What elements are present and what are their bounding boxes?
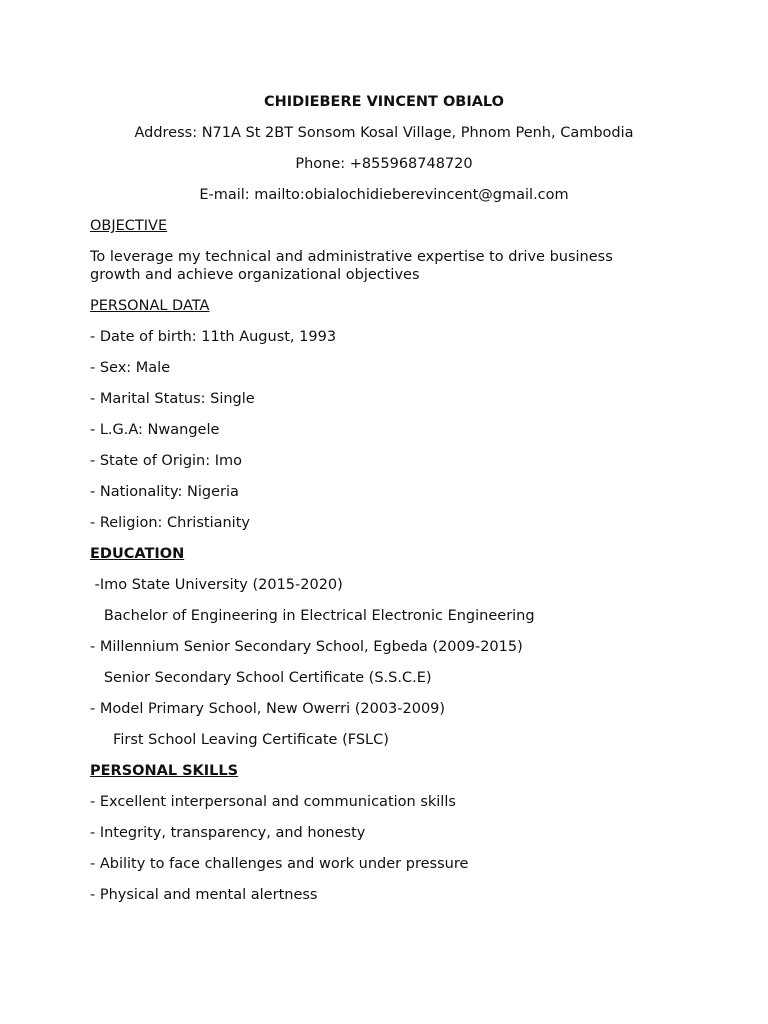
objective-text: To leverage my technical and administrative expertise to drive business growth and achieve organizational objectives (90, 249, 613, 283)
skill-item: - Physical and mental alertness (90, 887, 318, 903)
address-line: Address: N71A St 2BT Sonsom Kosal Village, Phnom Penh, Cambodia (134, 125, 634, 141)
personal-data-item: - Nationality: Nigeria (90, 484, 239, 500)
personal-data-item: - L.G.A: Nwangele (90, 422, 220, 438)
skill-item: - Ability to face challenges and work under pressure (90, 856, 469, 872)
personal-data-heading: PERSONAL DATA (90, 298, 210, 314)
education-school: -Imo State University (2015-2020) (90, 577, 343, 593)
education-school: - Model Primary School, New Owerri (2003-2009) (90, 701, 446, 717)
education-qualification: Bachelor of Engineering in Electrical Electronic Engineering (90, 608, 535, 624)
personal-skills-heading: PERSONAL SKILLS (90, 763, 239, 779)
personal-data-item: - Marital Status: Single (90, 391, 255, 407)
email-line: E-mail: mailto:obialochidieberevincent@gmail.com (199, 187, 569, 203)
personal-data-item: - Sex: Male (90, 360, 171, 376)
education-qualification: Senior Secondary School Certificate (S.S.C.E) (90, 670, 432, 686)
objective-heading: OBJECTIVE (90, 218, 168, 234)
personal-data-item: - Date of birth: 11th August, 1993 (90, 329, 337, 345)
education-qualification: First School Leaving Certificate (FSLC) (90, 732, 389, 748)
skill-item: - Excellent interpersonal and communication skills (90, 794, 456, 810)
skill-item: - Integrity, transparency, and honesty (90, 825, 366, 841)
candidate-name: CHIDIEBERE VINCENT OBIALO (263, 94, 504, 110)
phone-line: Phone: +855968748720 (295, 156, 473, 172)
education-heading: EDUCATION (90, 546, 185, 562)
personal-data-item: - State of Origin: Imo (90, 453, 243, 469)
education-school: - Millennium Senior Secondary School, Egbeda (2009-2015) (90, 639, 523, 655)
personal-data-item: - Religion: Christianity (90, 515, 250, 531)
